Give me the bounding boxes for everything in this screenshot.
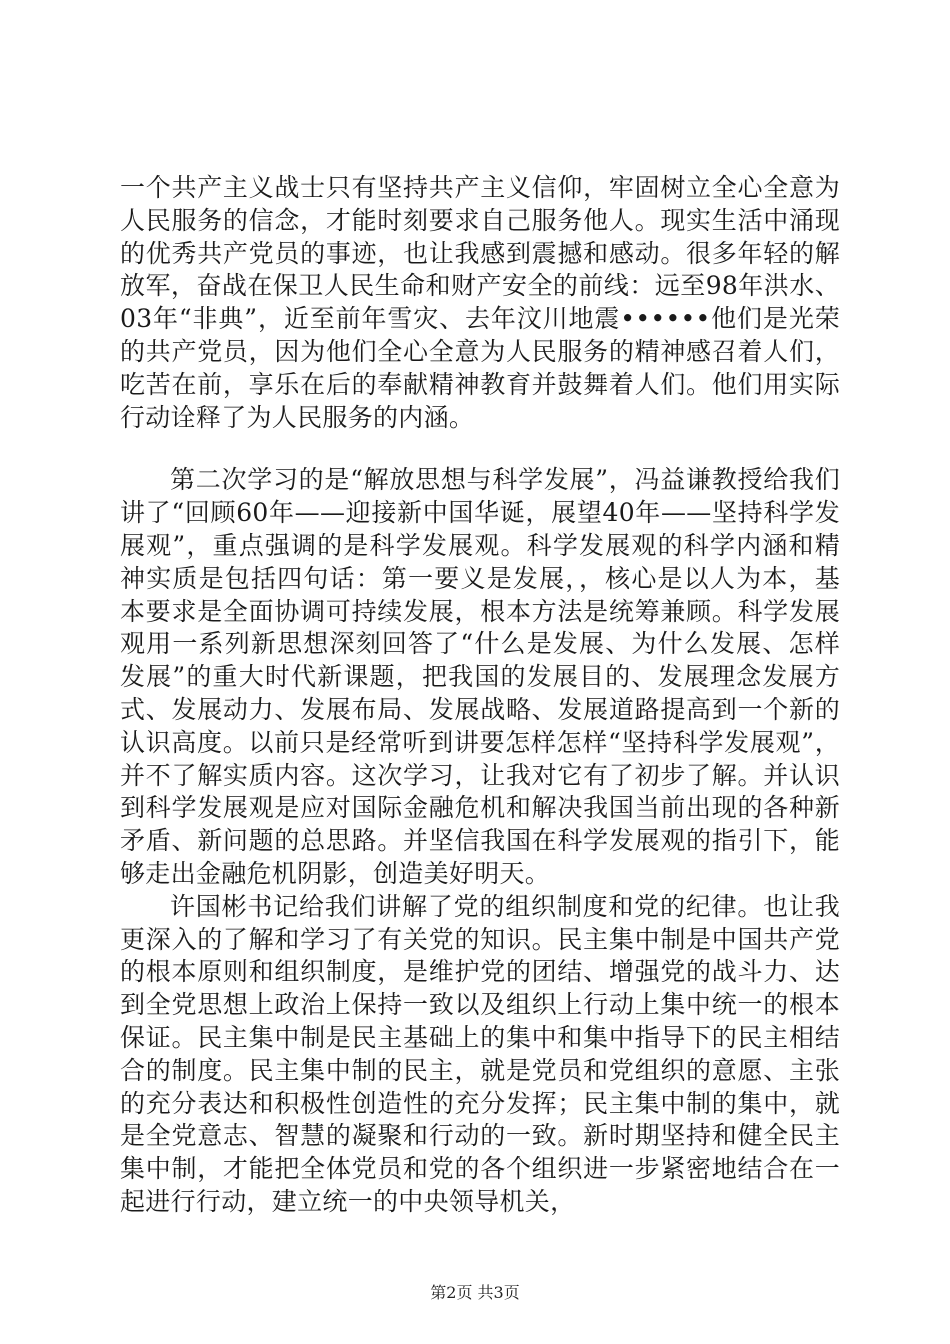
page-number-footer: 第2页 共3页 [430, 1283, 520, 1302]
paragraph-gap [120, 434, 840, 464]
paragraph-3: 许国彬书记给我们讲解了党的组织制度和党的纪律。也让我更深入的了解和学习了有关党的知识。民主集中制是中国共产党的根本原则和组织制度，是维护党的团结、增强党的战斗力、达到全党思想上政治上保持一致以及组织上行动上集中统一的根本保证。民主集中制是民主基础上的集中和集中指导下的民主相结合的制度。民主集中制的民主，就是党员和党组织的意愿、主张的充分表达和积极性创造性的充分发挥；民主集中制的集中，就是全党意志、智慧的凝聚和行动的一致。新时期坚持和健全民主集中制，才能把全体党员和党的各个组织进一步紧密地结合在一起进行行动，建立统一的中央领导机关， [120, 891, 840, 1216]
paragraph-1: 一个共产主义战士只有坚持共产主义信仰，牢固树立全心全意为人民服务的信念，才能时刻要求自己服务他人。现实生活中涌现的优秀共产党员的事迹，也让我感到震撼和感动。很多年轻的解放军，奋战在保卫人民生命和财产安全的前线：远至98年洪水、03年“非典”，近至前年雪灾、去年汶川地震••••••他们是光荣的共产党员，因为他们全心全意为人民服务的精神感召着人们，吃苦在前，享乐在后的奉献精神教育并鼓舞着人们。他们用实际行动诠释了为人民服务的内涵。 [120, 173, 840, 432]
paragraph-2: 第二次学习的是“解放思想与科学发展”，冯益谦教授给我们讲了“回顾60年——迎接新中国华诞，展望40年——坚持科学发展观”，重点强调的是科学发展观。科学发展观的科学内涵和精神实质是包括四句话：第一要义是发展，，核心是以人为本，基本要求是全面协调可持续发展，根本方法是统筹兼顾。科学发展观用一系列新思想深刻回答了“什么是发展、为什么发展、怎样发展”的重大时代新课题，把我国的发展目的、发展理念发展方式、发展动力、发展布局、发展战略、发展道路提高到一个新的认识高度。以前只是经常听到讲要怎样怎样“坚持科学发展观”，并不了解实质内容。这次学习，让我对它有了初步了解。并认识到科学发展观是应对国际金融危机和解决我国当前出现的各种新矛盾、新问题的总思路。并坚信我国在科学发展观的指引下，能够走出金融危机阴影，创造美好明天。 [120, 465, 840, 888]
document-body [120, 172, 840, 1219]
